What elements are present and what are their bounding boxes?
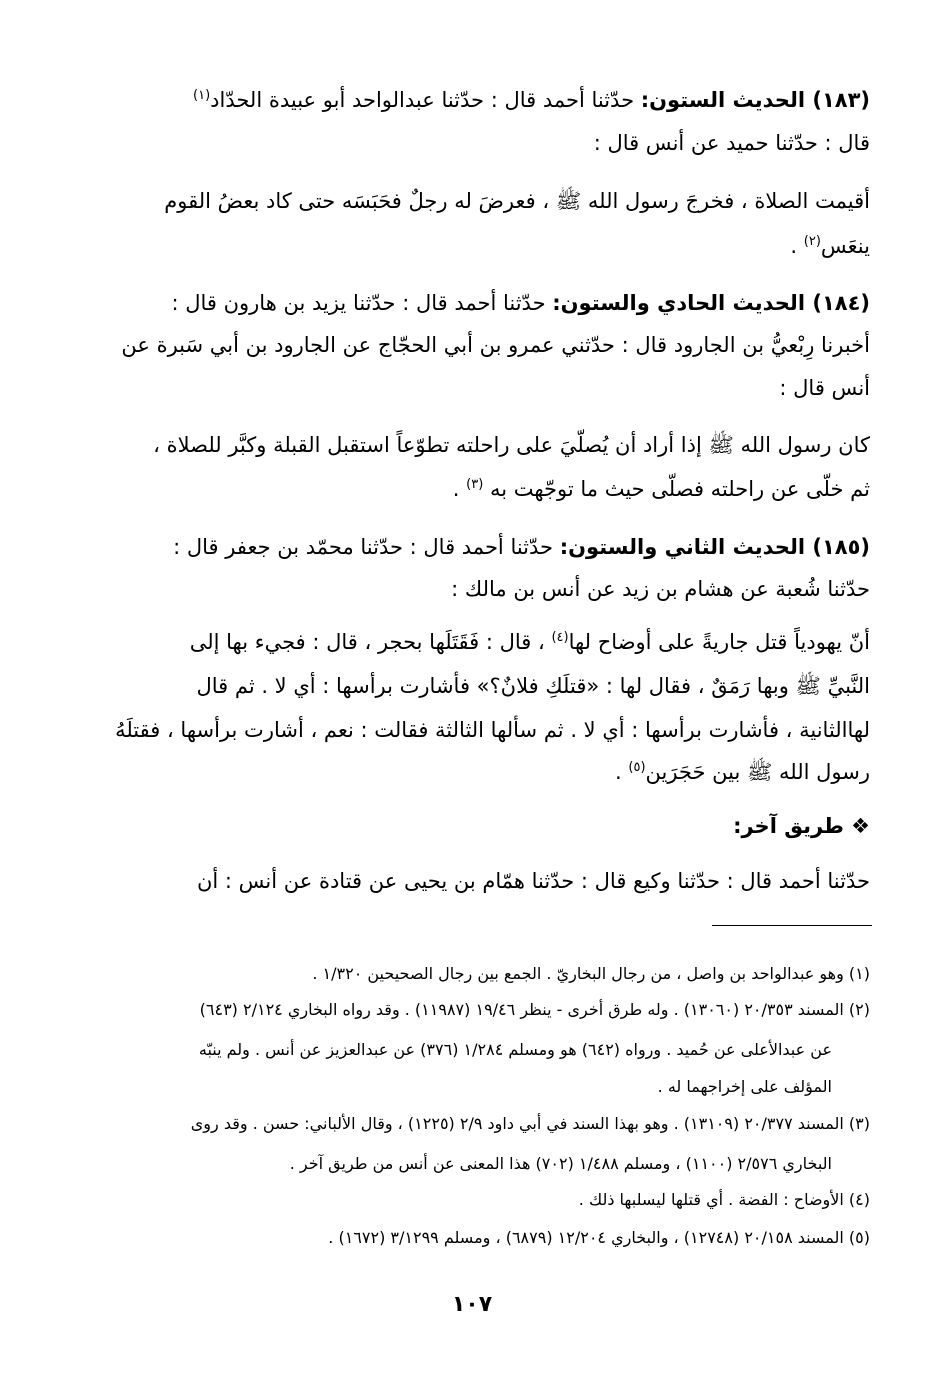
footnote-ref-4: (٤) <box>551 630 569 645</box>
hadith-185-matn-1-end: ، قال : فَقَتَلَها بحجر ، قال : فجيء بها إلى <box>189 630 552 654</box>
footnote-2-line-2: عن عبدالأعلى عن حُميد . ورواه (٦٤٢) هو ومسلم ١/٢٨٤ (٣٧٦) عن عبدالعزيز عن أنس . ولم ينبّه <box>198 1040 832 1059</box>
hadith-183-matn-2 <box>104 231 870 261</box>
hadith-184-isnad-3: أنس قال : <box>779 376 870 400</box>
hadith-185-matn-1 <box>104 627 870 657</box>
footnote-3-line-1: (٣) المسند ٢٠/٣٧٧ (١٣١٠٩) . وهو بهذا السند في أبي داود ٢/٩ (١٢٢٥) ، وقال الألباني: حسن . وقد روى <box>190 1114 870 1133</box>
footnote-ref-1: (١) <box>193 88 211 103</box>
footnote-5: (٥) المسند ٢٠/١٥٨ (١٢٧٤٨) ، والبخاري ١٢/٢٠٤ (٦٨٧٩) ، ومسلم ٣/١٢٩٩ (١٦٧٢) . <box>328 1228 870 1247</box>
footnote-4: (٤) الأوضاح : الفضة . أي قتلها ليسلبها ذلك . <box>578 1190 870 1209</box>
page-number: ١٠٧ <box>451 1292 493 1317</box>
hadith-183-heading: (١٨٣) الحديث الستون: <box>640 88 870 112</box>
other-way-heading: ❖ طريق آخر: <box>733 814 870 838</box>
hadith-184-matn-2-text: ثم خلّى عن راحلته فصلّى حيث ما توجّهت به <box>483 477 870 501</box>
hadith-185-matn-1-text: أنّ يهودياً قتل جاريةً على أوضاح لها <box>568 630 870 654</box>
hadith-183-matn-2-end: . <box>790 234 804 258</box>
hadith-184-isnad-1: حدّثنا أحمد قال : حدّثنا يزيد بن هارون قال : <box>171 291 553 315</box>
hadith-185-isnad-1: حدّثنا أحمد قال : حدّثنا محمّد بن جعفر قال : <box>173 535 560 559</box>
hadith-184-heading: (١٨٤) الحديث الحادي والستون: <box>552 291 870 315</box>
footnote-1: (١) وهو عبدالواحد بن واصل ، من رجال البخاريّ . الجمع بين رجال الصحيحين ١/٣٢٠ . <box>312 964 870 983</box>
hadith-185-matn-3: لهاالثانية ، فأشارت برأسها : أي لا . ثم سألها الثالثة فقالت : نعم ، أشارت برأسها ، فقتلَهُ <box>115 718 870 742</box>
footnote-ref-3: (٣) <box>466 477 484 492</box>
hadith-185-isnad-2: حدّثنا شُعبة عن هشام بن زيد عن أنس بن مالك : <box>451 577 870 601</box>
footnote-ref-2: (٢) <box>803 234 821 249</box>
footnote-3-line-2: البخاري ٢/٥٧٦ (١١٠٠) ، ومسلم ١/٤٨٨ (٧٠٢) هذا المعنى عن أنس من طريق آخر . <box>289 1154 832 1173</box>
hadith-183-isnad-1: حدّثنا أحمد قال : حدّثنا عبدالواحد أبو عبيدة الحدّاد <box>210 88 641 112</box>
hadith-185-matn-4-end: . <box>615 760 629 784</box>
hadith-183-isnad-2: قال : حدّثنا حميد عن أنس قال : <box>593 131 870 155</box>
hadith-183-matn-1: أقيمت الصلاة ، فخرجَ رسول الله ﷺ ، فعرضَ له رجلٌ فحَبَسَه حتى كاد بعضُ القوم <box>164 189 870 213</box>
other-way-line-1: حدّثنا أحمد قال : حدّثنا وكيع قال : حدّثنا همّام بن يحيى عن قتادة عن أنس : أن <box>196 869 870 893</box>
hadith-184-matn-2 <box>104 474 870 504</box>
hadith-185-matn-4 <box>104 757 870 787</box>
hadith-184-matn-2-end: . <box>452 477 467 501</box>
footnote-ref-5: (٥) <box>628 760 646 775</box>
hadith-185-matn-4-text: رسول الله ﷺ بين حَجَرَين <box>645 760 870 784</box>
hadith-184-line-1 <box>104 288 870 318</box>
hadith-185-matn-2: النَّبيِّ ﷺ وبها رَمَقٌ ، فقال لها : «قتلَكِ فلانٌ؟» فأشارت برأسها : أي لا . ثم قال <box>196 674 870 698</box>
hadith-183-line-1 <box>104 85 870 115</box>
hadith-183-matn-2-text: ينعَس <box>820 234 870 258</box>
footnote-separator <box>712 925 872 926</box>
hadith-184-matn-1: كان رسول الله ﷺ إذا أراد أن يُصلّيَ على راحلته تطوّعاً استقبل القبلة وكبَّر للصلاة ، <box>153 433 870 457</box>
hadith-184-isnad-2: أخبرنا رِبْعيُّ بن الجارود قال : حدّثني عمرو بن أبي الحجّاج عن الجارود بن أبي سَبرة عن <box>121 333 870 357</box>
footnote-2-line-3: المؤلف على إخراجهما له . <box>657 1077 832 1096</box>
hadith-185-heading: (١٨٥) الحديث الثاني والستون: <box>559 535 870 559</box>
footnote-2-line-1: (٢) المسند ٢٠/٣٥٣ (١٣٠٦٠) . وله طرق أخرى - ينظر ١٩/٤٦ (١١٩٨٧) . وقد رواه البخاري ٢/١٢٤ (٦٤٣) <box>199 1000 870 1019</box>
hadith-185-line-1 <box>104 532 870 562</box>
